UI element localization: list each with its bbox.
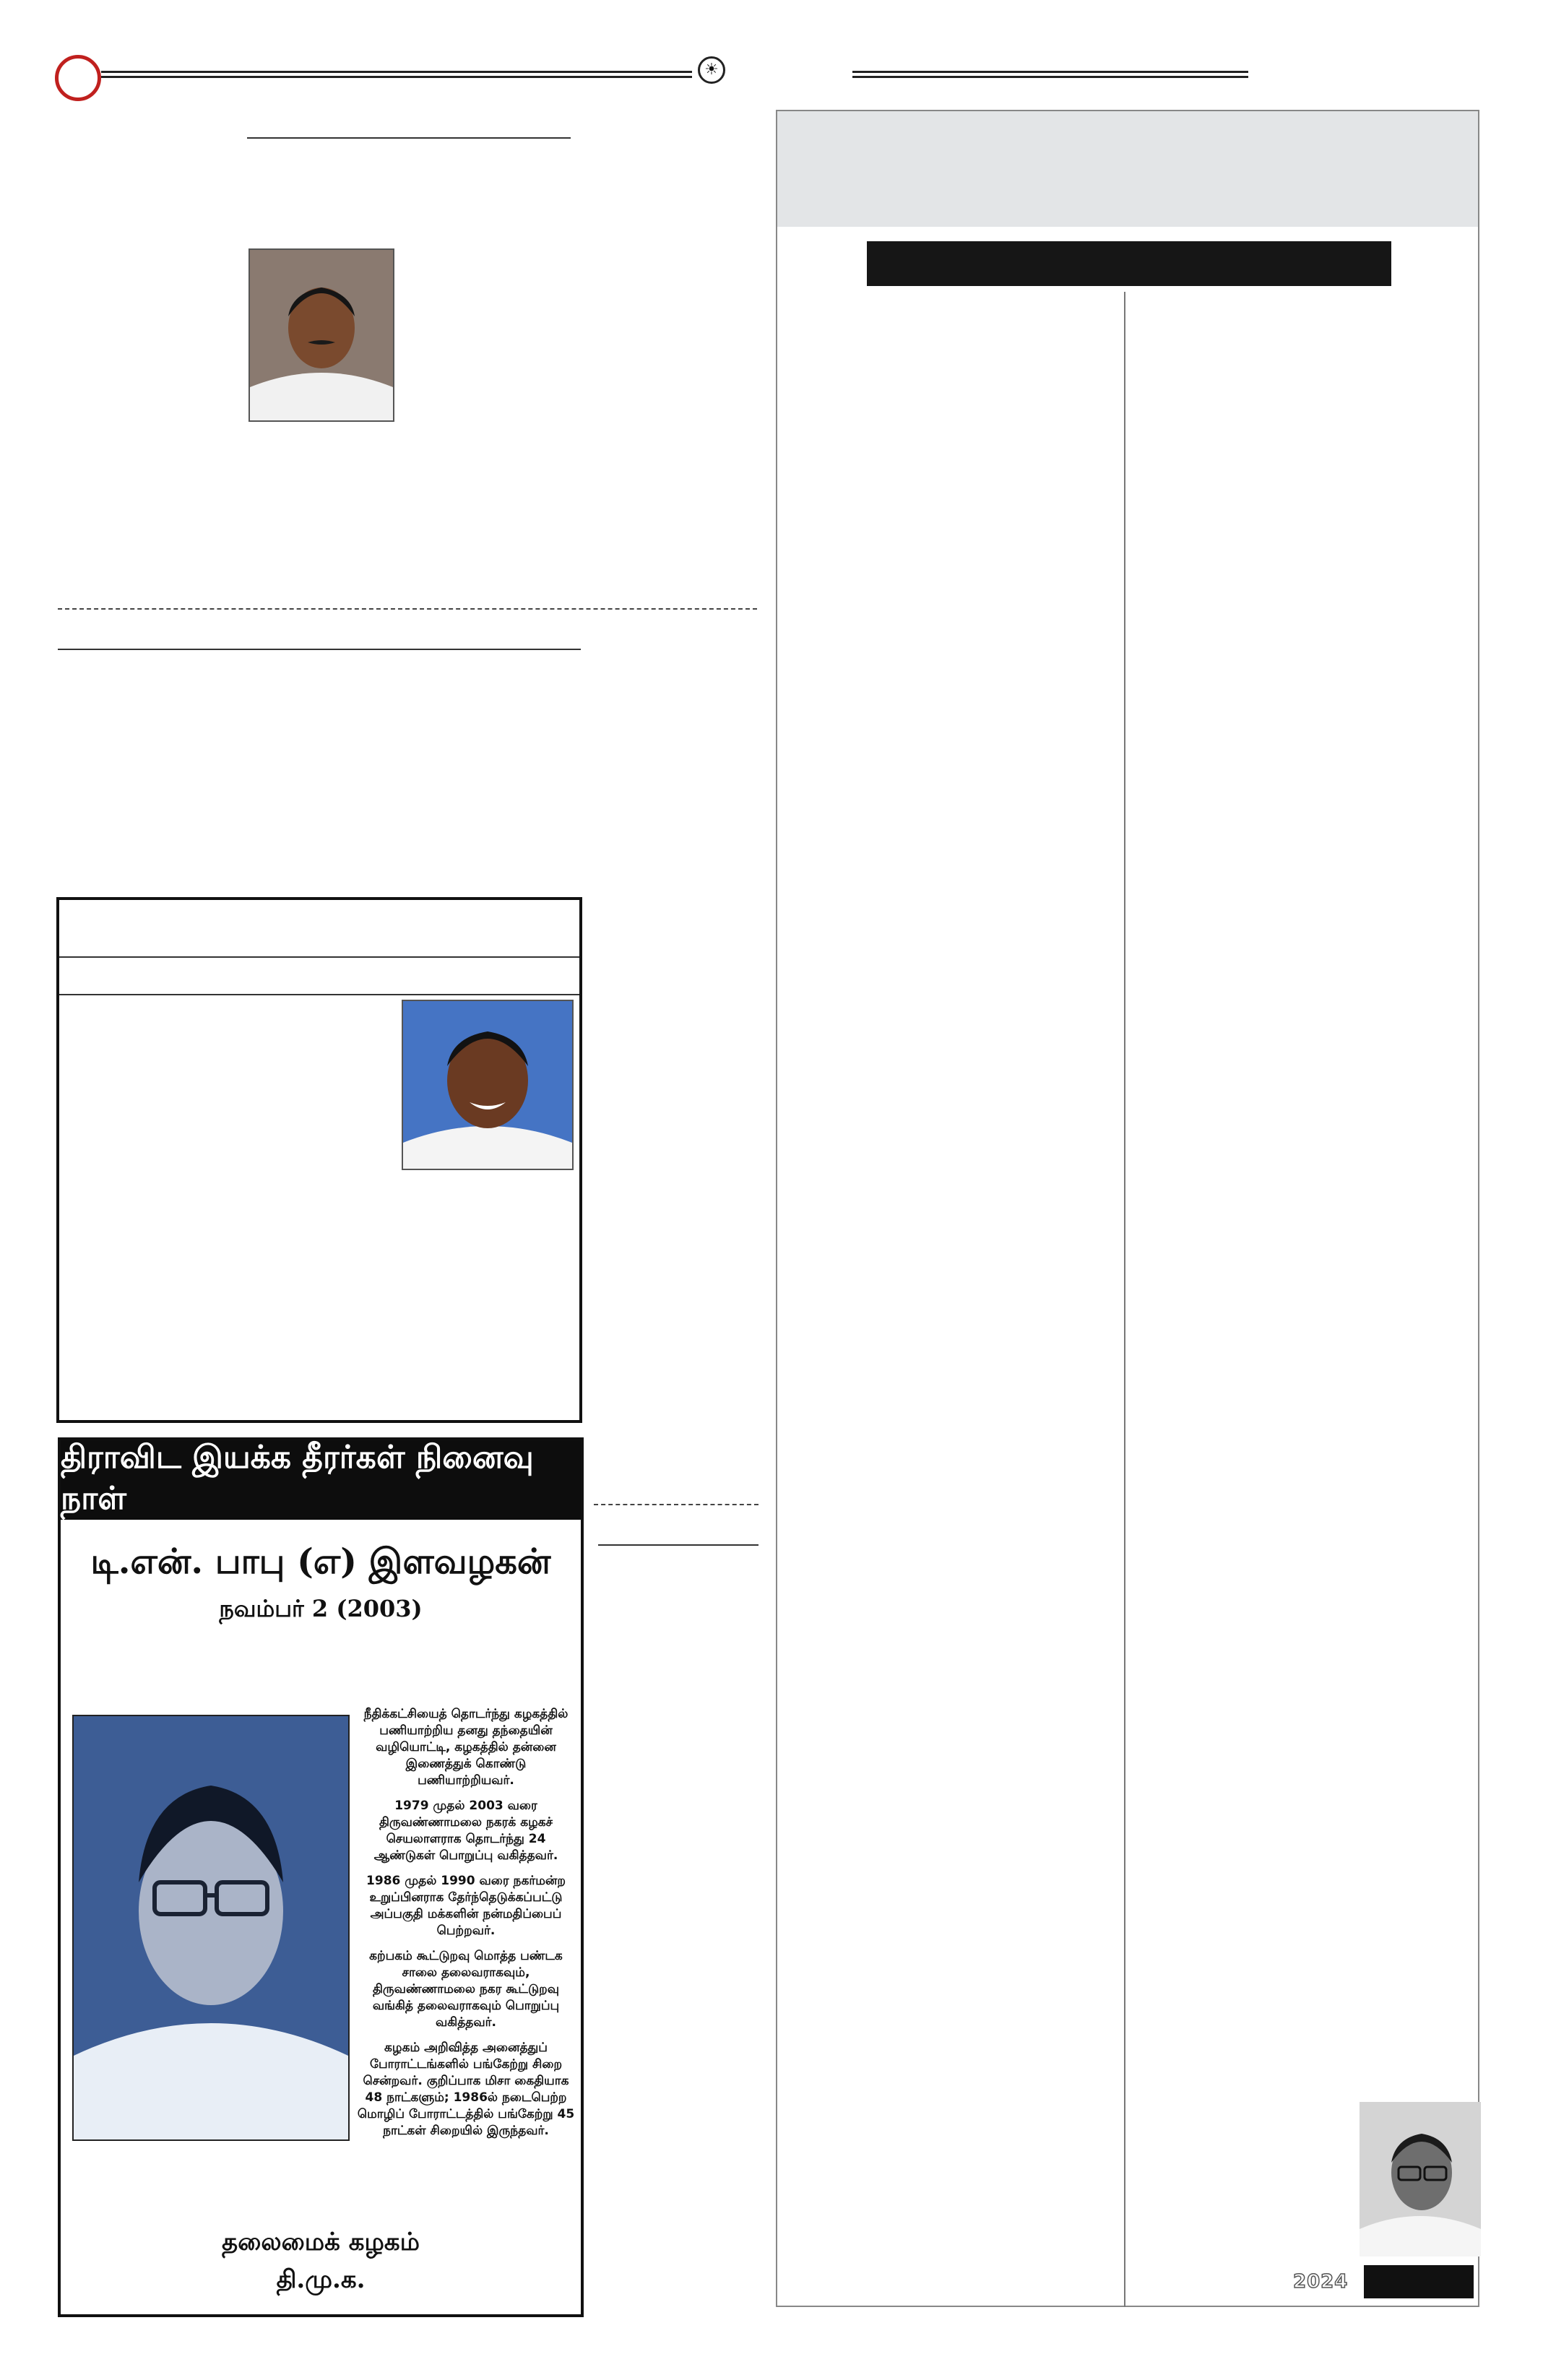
tribute-person-name: டி.என். பாபு (எ) இளவழகன் bbox=[90, 1541, 551, 1582]
bio-paragraph: நீதிக்கட்சியைத் தொடர்ந்து கழகத்தில் பணியாற்றிய தனது தந்தையின் வழியொட்டி, கழகத்தில் தன்னை இணைத்துக் கொண்டு பணியாற்றியவர். bbox=[363, 1707, 569, 1788]
portrait-photo-2 bbox=[402, 1000, 574, 1170]
header-rule-left bbox=[101, 71, 692, 78]
section-divider-dotted bbox=[58, 608, 757, 610]
tribute-heading: திராவிட இயக்க தீரர்கள் நினைவு நாள் bbox=[61, 1440, 581, 1520]
portrait-1-illustration bbox=[250, 250, 393, 420]
tribute-biography bbox=[355, 1706, 576, 2148]
header-rule-right bbox=[852, 71, 1248, 78]
box-title-divider bbox=[59, 956, 579, 958]
bio-paragraph: கழகம் அறிவித்த அனைத்துப் போராட்டங்களில் பங்கேற்று சிறை சென்றவர். குறிப்பாக மிசா கைதியாக 48 நாட்களும்; 1986ல் நடைபெற்ற மொழிப் போராட்டத்தில் பங்கேற்று 45 நாட்கள் சிறையில் இருந்தவர். bbox=[357, 2041, 575, 2138]
year-label: 2024 bbox=[1293, 2271, 1349, 2293]
right-feature-panel bbox=[776, 110, 1479, 2307]
author-photo-illustration bbox=[1360, 2102, 1481, 2256]
mid-divider-dotted bbox=[594, 1504, 758, 1505]
bio-paragraph: கற்பகம் கூட்டுறவு மொத்த பண்டக சாலை தலைவராகவும், திருவண்ணாமலை நகர கூட்டுறவு வங்கித் தலைவராகவும் பொறுப்பு வகித்தவர். bbox=[369, 1949, 563, 2030]
memorial-tribute-box bbox=[58, 1437, 584, 2317]
panel-corner-tag bbox=[1364, 2265, 1474, 2298]
bio-paragraph: 1986 முதல் 1990 வரை நகர்மன்ற உறுப்பினராக தேர்ந்தெடுக்கப்பட்டு அப்பகுதி மக்களின் நன்மதிப்பைப் பெற்றவர். bbox=[366, 1874, 566, 1938]
tribute-portrait-illustration bbox=[74, 1716, 348, 2139]
bio-paragraph: 1979 முதல் 2003 வரை திருவண்ணாமலை நகரக் கழகச் செயலாளராக தொடர்ந்து 24 ஆண்டுகள் பொறுப்பு வகித்தவர். bbox=[373, 1799, 558, 1863]
box-subtitle-divider bbox=[59, 994, 579, 995]
panel-title-bar bbox=[867, 241, 1391, 286]
article-title-rule bbox=[247, 137, 571, 139]
panel-header-band bbox=[777, 111, 1478, 227]
rising-sun-icon: ☀ bbox=[698, 56, 725, 84]
portrait-photo-1 bbox=[248, 248, 394, 422]
panel-column-divider bbox=[1124, 292, 1125, 2307]
tribute-footer-org: தலைமைக் கழகம் bbox=[222, 2228, 420, 2256]
tribute-footer-party: தி.மு.க. bbox=[276, 2265, 366, 2294]
section-title-rule bbox=[58, 649, 581, 650]
tribute-date: நவம்பர் 2 (2003) bbox=[219, 1595, 423, 1622]
page-number-badge bbox=[55, 55, 101, 101]
author-photo bbox=[1360, 2102, 1481, 2256]
portrait-2-illustration bbox=[403, 1001, 572, 1169]
boxed-article bbox=[56, 897, 582, 1423]
mid-title-rule bbox=[598, 1544, 758, 1546]
tribute-portrait-photo bbox=[72, 1715, 350, 2141]
